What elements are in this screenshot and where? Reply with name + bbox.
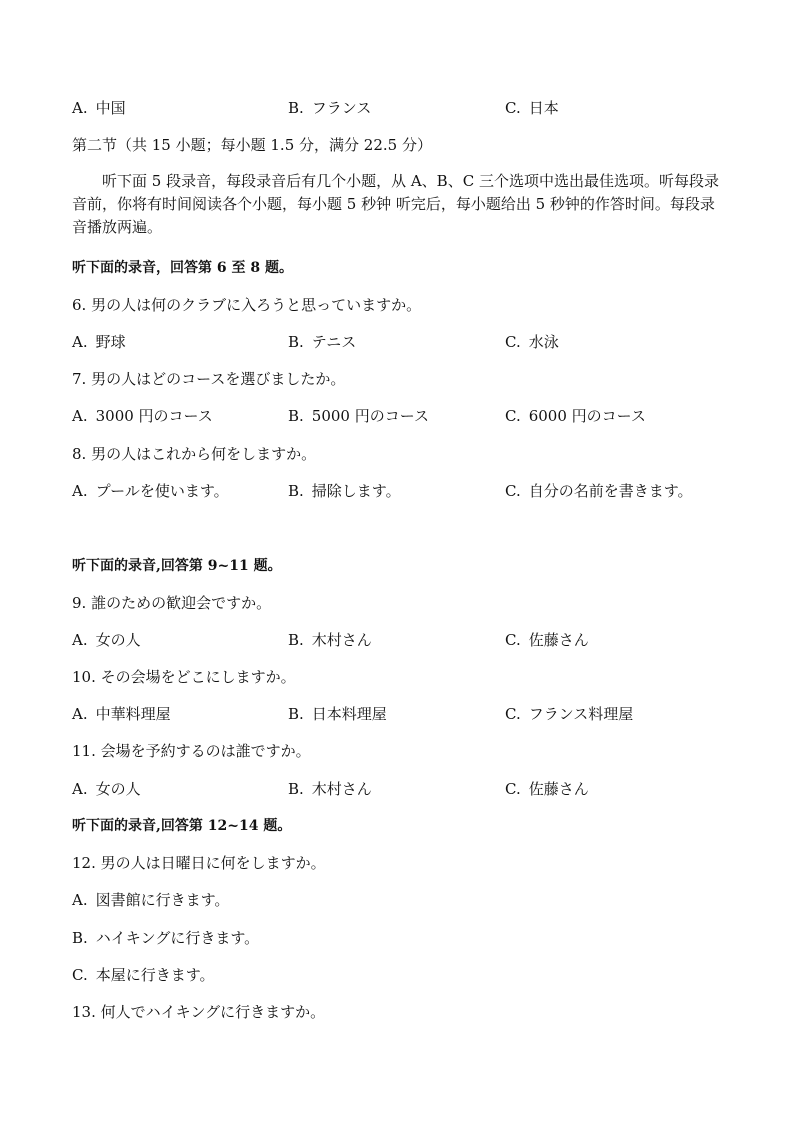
option-text: 日本 — [528, 99, 559, 117]
option-letter: A. — [72, 333, 88, 351]
option-text: 女の人 — [95, 631, 141, 649]
question-stem: 6. 男の人は何のクラブに入ろうと思っていますか。 — [72, 296, 422, 314]
question-stem: 10. その会場をどこにしますか。 — [72, 668, 296, 686]
group-header: 听下面的录音,回答第 9~11 题。 — [72, 558, 282, 574]
option-text: 水泳 — [528, 333, 559, 351]
option-text: 佐藤さん — [528, 631, 589, 649]
option-text: 掃除します。 — [311, 482, 401, 500]
option-letter: C. — [72, 966, 88, 984]
option-text: 中華料理屋 — [95, 705, 171, 723]
option-c — [505, 704, 633, 724]
option-letter: C. — [505, 780, 521, 798]
option-c — [505, 406, 646, 426]
option-b — [288, 406, 429, 426]
option-text: フランス — [311, 99, 372, 117]
question-stem: 11. 会場を予約するのは誰ですか。 — [72, 742, 311, 760]
option-text: テニス — [311, 333, 357, 351]
option-text: 野球 — [95, 333, 126, 351]
option-letter: B. — [288, 407, 304, 425]
option-text: 5000 円のコース — [311, 407, 429, 425]
option-c — [505, 779, 589, 799]
option-b — [288, 481, 401, 501]
option-a — [72, 630, 141, 650]
question-stem: 12. 男の人は日曜日に何をしますか。 — [72, 854, 326, 872]
question-stem: 8. 男の人はこれから何をしますか。 — [72, 445, 317, 463]
option-text: フランス料理屋 — [528, 705, 634, 723]
option-text: 6000 円のコース — [528, 407, 646, 425]
question-stem: 7. 男の人はどのコースを選びましたか。 — [72, 370, 346, 388]
option-a — [72, 98, 126, 118]
option-b — [288, 779, 372, 799]
option-letter: A. — [72, 891, 88, 909]
option-text: 本屋に行きます。 — [95, 966, 215, 984]
option-text: 女の人 — [95, 780, 141, 798]
option-c — [505, 98, 559, 118]
option-b — [288, 332, 356, 352]
option-letter: B. — [288, 631, 304, 649]
option-letter: A. — [72, 482, 88, 500]
option-text: 3000 円のコース — [95, 407, 213, 425]
option-text: 木村さん — [311, 780, 372, 798]
option-letter: C. — [505, 333, 521, 351]
option-text: 自分の名前を書きます。 — [528, 482, 693, 500]
option-letter: C. — [505, 705, 521, 723]
option-text: 中国 — [95, 99, 126, 117]
option-b — [288, 630, 372, 650]
option-a — [72, 890, 229, 910]
option-letter: B. — [72, 929, 88, 947]
option-text: 木村さん — [311, 631, 372, 649]
group-header: 听下面的录音,回答第 12~14 题。 — [72, 818, 292, 834]
option-letter: A. — [72, 631, 88, 649]
option-c — [505, 481, 693, 501]
option-text: 日本料理屋 — [311, 705, 387, 723]
option-text: 佐藤さん — [528, 780, 589, 798]
option-b — [288, 98, 371, 118]
option-c — [505, 630, 589, 650]
option-b — [288, 704, 387, 724]
option-a — [72, 406, 213, 426]
option-text: ハイキングに行きます。 — [95, 929, 260, 947]
option-b — [72, 928, 259, 948]
option-letter: B. — [288, 482, 304, 500]
option-letter: C. — [505, 482, 521, 500]
option-letter: A. — [72, 407, 88, 425]
option-c — [72, 965, 215, 985]
option-letter: B. — [288, 705, 304, 723]
option-letter: A. — [72, 99, 88, 117]
option-a — [72, 481, 229, 501]
group-header: 听下面的录音，回答第 6 至 8 题。 — [72, 260, 293, 276]
question-stem: 13. 何人でハイキングに行きますか。 — [72, 1003, 326, 1021]
option-a — [72, 779, 141, 799]
option-letter: B. — [288, 780, 304, 798]
option-letter: C. — [505, 631, 521, 649]
option-letter: B. — [288, 99, 304, 117]
option-letter: A. — [72, 705, 88, 723]
option-letter: C. — [505, 407, 521, 425]
option-a — [72, 704, 171, 724]
option-text: 図書館に行きます。 — [95, 891, 230, 909]
option-text: プールを使います。 — [95, 482, 229, 500]
section-title: 第二节（共 15 小题；每小题 1.5 分，满分 22.5 分） — [72, 136, 432, 154]
section-instructions: 听下面 5 段录音，每段录音后有几个小题，从 A、B、C 三个选项中选出最佳选项。听每段录音前，你将有时间阅读各个小题，每小题 5 秒钟 听完后，每小题给出 5 秒钟的作答时间。每段录音播放两遍。 — [72, 172, 719, 236]
option-letter: A. — [72, 780, 88, 798]
option-letter: C. — [505, 99, 521, 117]
option-letter: B. — [288, 333, 304, 351]
option-c — [505, 332, 559, 352]
question-stem: 9. 誰のための歓迎会ですか。 — [72, 594, 272, 612]
option-a — [72, 332, 126, 352]
